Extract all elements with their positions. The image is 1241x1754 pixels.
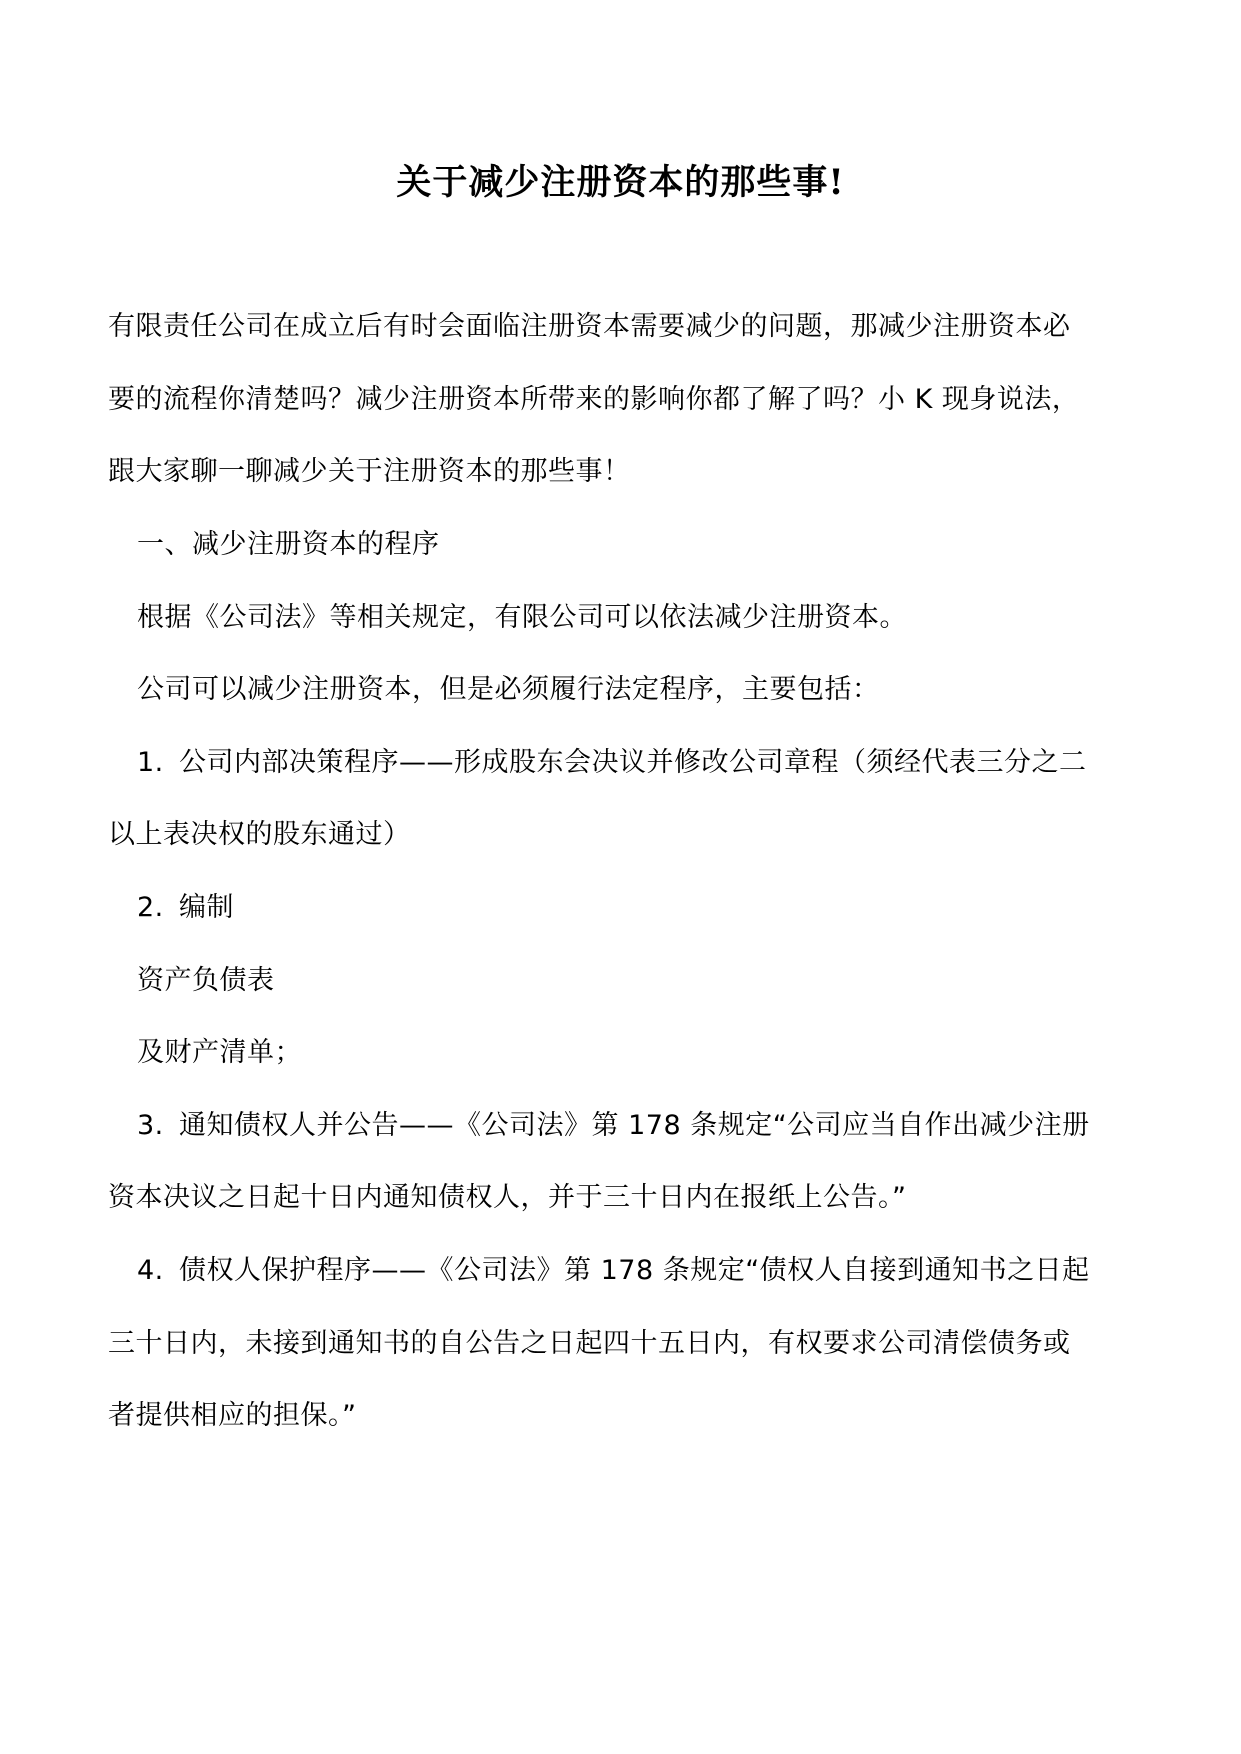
list-text: 公司内部决策程序——形成股东会决议并修改公司章程（须经代表三分之二 xyxy=(179,747,1087,778)
list-number: 4. xyxy=(137,1255,164,1286)
list-text: 编制 xyxy=(179,892,234,923)
list-item-1 xyxy=(137,743,1087,783)
list-item-1-continued: 以上表决权的股东通过） xyxy=(108,819,411,850)
intro-line-3: 跟大家聊一聊减少关于注册资本的那些事！ xyxy=(108,456,631,487)
intro-line-2: 要的流程你清楚吗？减少注册资本所带来的影响你都了解了吗？小 K 现身说法， xyxy=(108,384,1080,415)
list-number: 3. xyxy=(137,1110,164,1141)
list-item-3 xyxy=(137,1106,1090,1146)
list-item-2-line-2: 资产负债表 xyxy=(137,965,275,996)
paragraph-2: 公司可以减少注册资本，但是必须履行法定程序，主要包括： xyxy=(137,674,880,705)
list-item-4 xyxy=(137,1251,1090,1291)
intro-line-1: 有限责任公司在成立后有时会面临注册资本需要减少的问题，那减少注册资本必 xyxy=(108,311,1071,342)
list-text: 债权人保护程序——《公司法》第 178 条规定“债权人自接到通知书之日起 xyxy=(179,1255,1090,1286)
list-number: 1. xyxy=(137,747,164,778)
document-title: 关于减少注册资本的那些事! xyxy=(396,162,845,203)
list-item-2 xyxy=(137,888,234,928)
list-item-3-continued: 资本决议之日起十日内通知债权人，并于三十日内在报纸上公告。” xyxy=(108,1182,907,1213)
list-item-4-continued-2: 者提供相应的担保。” xyxy=(108,1400,357,1431)
list-number: 2. xyxy=(137,892,164,923)
paragraph-1: 根据《公司法》等相关规定，有限公司可以依法减少注册资本。 xyxy=(137,602,907,633)
section-heading: 一、减少注册资本的程序 xyxy=(137,529,440,560)
list-text: 通知债权人并公告——《公司法》第 178 条规定“公司应当自作出减少注册 xyxy=(179,1110,1090,1141)
list-item-2-line-3: 及财产清单； xyxy=(137,1037,302,1068)
list-item-4-continued-1: 三十日内，未接到通知书的自公告之日起四十五日内，有权要求公司清偿债务或 xyxy=(108,1328,1071,1359)
